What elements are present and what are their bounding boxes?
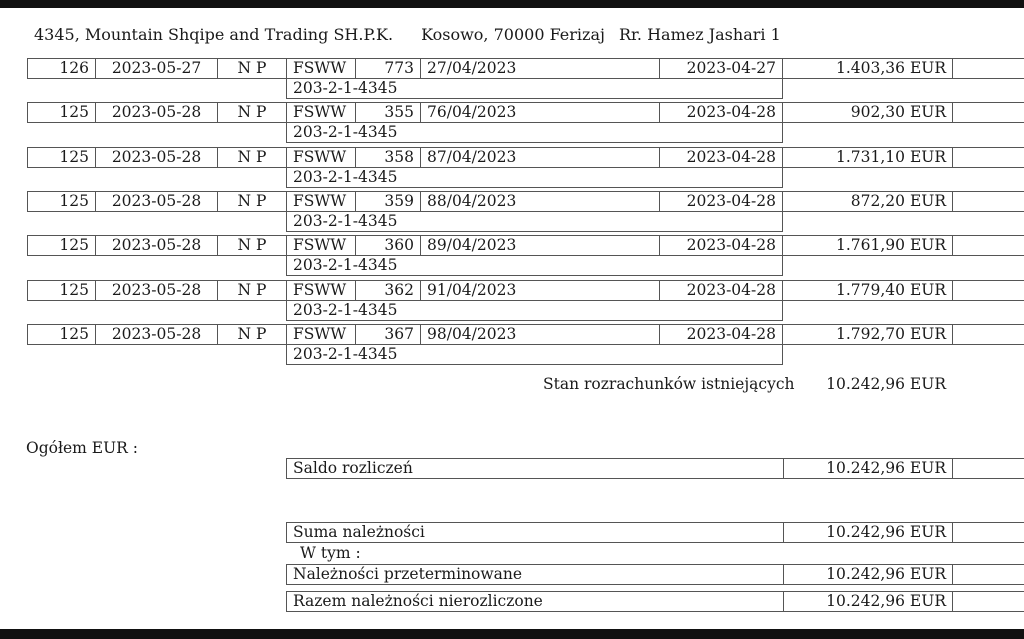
row-date: 2023-05-28 [95, 147, 218, 168]
total-label: Ogółem EUR : [26, 439, 138, 457]
row-doc-type: FSWW [286, 280, 356, 301]
row-type: N P [217, 324, 287, 345]
row-due-date: 2023-04-28 [659, 102, 783, 123]
row-amount: 1.761,90 EUR [782, 235, 953, 256]
row-doc-number: 367 [355, 324, 421, 345]
company-street: Rr. Hamez Jashari 1 [618, 25, 781, 44]
row-amount: 1.792,70 EUR [782, 324, 953, 345]
row-type: N P [217, 191, 287, 212]
row-extra-cell [952, 191, 1024, 212]
row-reference: 98/04/2023 [420, 324, 660, 345]
unsettled-label: Razem należności nierozliczone [286, 591, 784, 612]
row-doc-type: FSWW [286, 324, 356, 345]
row-account: 203-2-1-4345 [286, 255, 783, 276]
balance-value: 10.242,96 EUR [826, 375, 946, 393]
row-due-date: 2023-04-27 [659, 58, 783, 79]
w-tym-label: W tym : [300, 544, 361, 562]
row-doc-number: 359 [355, 191, 421, 212]
saldo-extra-cell [952, 458, 1024, 479]
overdue-extra-cell [952, 564, 1024, 585]
row-type: N P [217, 102, 287, 123]
row-due-date: 2023-04-28 [659, 147, 783, 168]
document-header [34, 25, 781, 44]
row-reference: 87/04/2023 [420, 147, 660, 168]
row-doc-number: 362 [355, 280, 421, 301]
row-due-date: 2023-04-28 [659, 235, 783, 256]
row-number: 125 [27, 102, 96, 123]
row-reference: 76/04/2023 [420, 102, 660, 123]
row-doc-type: FSWW [286, 235, 356, 256]
row-account: 203-2-1-4345 [286, 211, 783, 232]
row-doc-number: 358 [355, 147, 421, 168]
row-reference: 88/04/2023 [420, 191, 660, 212]
row-type: N P [217, 235, 287, 256]
row-doc-type: FSWW [286, 191, 356, 212]
row-amount: 1.403,36 EUR [782, 58, 953, 79]
row-due-date: 2023-04-28 [659, 191, 783, 212]
balance-label: Stan rozrachunków istniejących [543, 375, 795, 393]
row-extra-cell [952, 235, 1024, 256]
row-amount: 902,30 EUR [782, 102, 953, 123]
company-city: Kosowo, 70000 Ferizaj [421, 25, 605, 44]
row-account: 203-2-1-4345 [286, 300, 783, 321]
row-amount: 1.731,10 EUR [782, 147, 953, 168]
row-number: 125 [27, 280, 96, 301]
unsettled-extra-cell [952, 591, 1024, 612]
row-amount: 1.779,40 EUR [782, 280, 953, 301]
overdue-value: 10.242,96 EUR [783, 564, 953, 585]
row-number: 125 [27, 191, 96, 212]
row-extra-cell [952, 147, 1024, 168]
row-date: 2023-05-28 [95, 280, 218, 301]
row-doc-type: FSWW [286, 147, 356, 168]
row-number: 125 [27, 147, 96, 168]
row-number: 125 [27, 235, 96, 256]
unsettled-value: 10.242,96 EUR [783, 591, 953, 612]
top-black-bar [0, 0, 1024, 8]
row-reference: 91/04/2023 [420, 280, 660, 301]
row-extra-cell [952, 280, 1024, 301]
row-type: N P [217, 58, 287, 79]
row-due-date: 2023-04-28 [659, 324, 783, 345]
suma-label: Suma należności [286, 522, 784, 543]
row-reference: 27/04/2023 [420, 58, 660, 79]
row-number: 125 [27, 324, 96, 345]
row-date: 2023-05-27 [95, 58, 218, 79]
row-date: 2023-05-28 [95, 324, 218, 345]
row-doc-number: 355 [355, 102, 421, 123]
row-due-date: 2023-04-28 [659, 280, 783, 301]
suma-extra-cell [952, 522, 1024, 543]
row-account: 203-2-1-4345 [286, 167, 783, 188]
saldo-label: Saldo rozliczeń [286, 458, 784, 479]
overdue-label: Należności przeterminowane [286, 564, 784, 585]
row-date: 2023-05-28 [95, 191, 218, 212]
company-name: 4345, Mountain Shqipe and Trading SH.P.K. [34, 25, 394, 44]
row-doc-number: 360 [355, 235, 421, 256]
row-date: 2023-05-28 [95, 102, 218, 123]
row-doc-type: FSWW [286, 58, 356, 79]
row-reference: 89/04/2023 [420, 235, 660, 256]
suma-value: 10.242,96 EUR [783, 522, 953, 543]
row-type: N P [217, 280, 287, 301]
saldo-value: 10.242,96 EUR [783, 458, 953, 479]
row-extra-cell [952, 58, 1024, 79]
bottom-black-bar [0, 629, 1024, 639]
row-extra-cell [952, 102, 1024, 123]
row-doc-number: 773 [355, 58, 421, 79]
row-type: N P [217, 147, 287, 168]
row-number: 126 [27, 58, 96, 79]
row-doc-type: FSWW [286, 102, 356, 123]
row-extra-cell [952, 324, 1024, 345]
row-account: 203-2-1-4345 [286, 344, 783, 365]
row-amount: 872,20 EUR [782, 191, 953, 212]
row-date: 2023-05-28 [95, 235, 218, 256]
row-account: 203-2-1-4345 [286, 78, 783, 99]
row-account: 203-2-1-4345 [286, 122, 783, 143]
